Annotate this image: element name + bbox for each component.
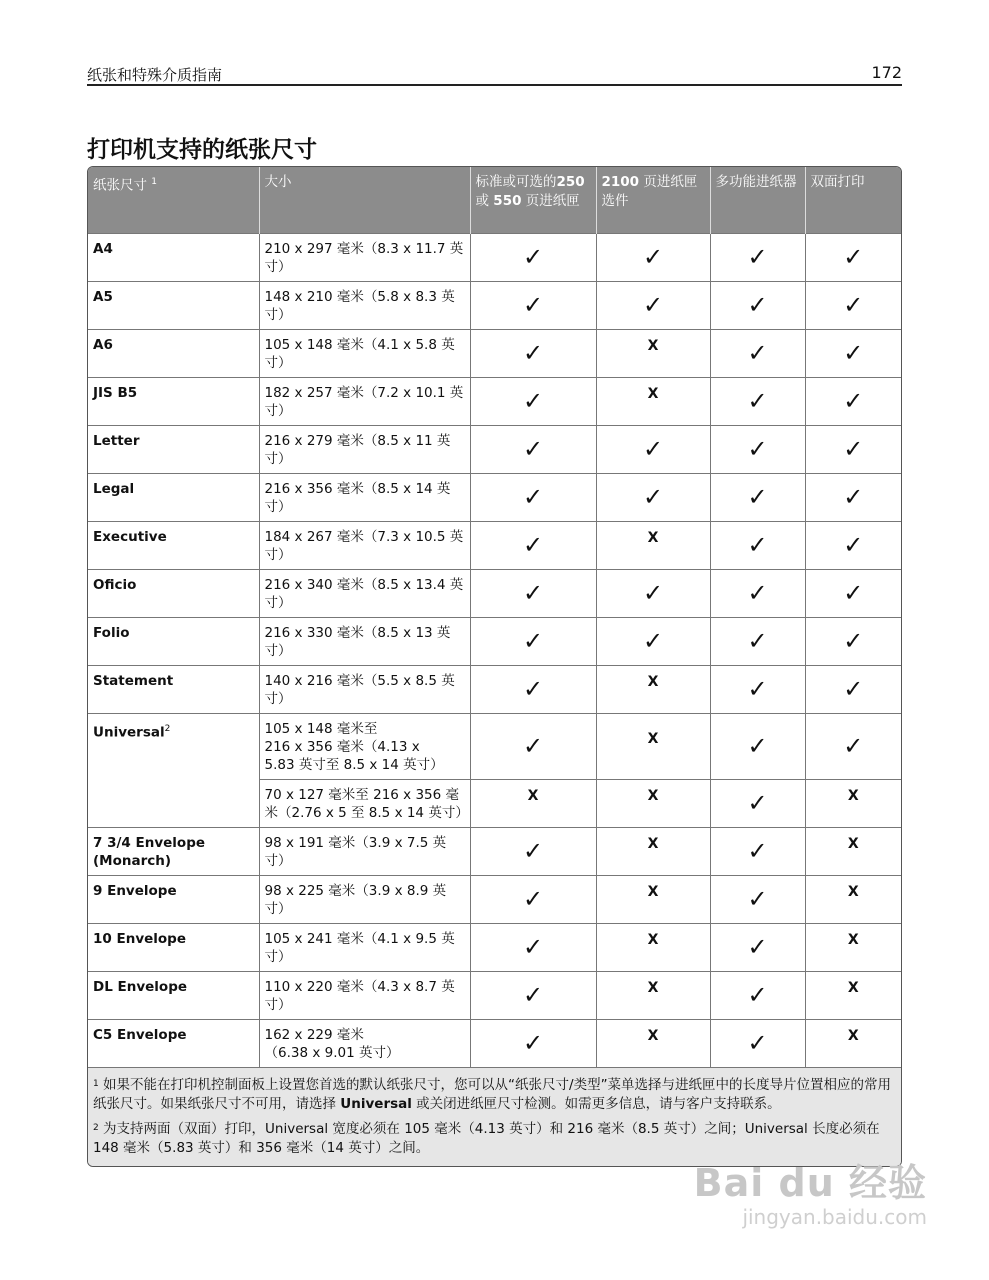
table-row xyxy=(88,570,901,618)
table-row xyxy=(88,330,901,378)
check-icon-cell xyxy=(470,876,596,924)
paper-dimensions: 98 x 191 毫米（3.9 x 7.5 英寸） xyxy=(259,828,470,876)
table-row xyxy=(88,234,901,282)
paper-name: 10 Envelope xyxy=(88,924,259,972)
paper-dimensions: 148 x 210 毫米（5.8 x 8.3 英寸） xyxy=(259,282,470,330)
check-icon-cell xyxy=(710,972,805,1020)
check-icon: ✓ xyxy=(747,981,768,1009)
check-icon: ✓ xyxy=(522,675,544,703)
watermark-url: jingyan.baidu.com xyxy=(742,1205,927,1229)
paper-dimensions: 210 x 297 毫米（8.3 x 11.7 英寸） xyxy=(259,234,470,282)
cross-mark-cell xyxy=(596,876,710,924)
check-icon: ✓ xyxy=(747,675,768,703)
cross-mark-cell xyxy=(805,1020,901,1068)
cross-icon: X xyxy=(847,979,859,996)
page-header xyxy=(87,62,902,86)
check-icon: ✓ xyxy=(843,627,864,655)
check-icon: ✓ xyxy=(642,435,664,463)
cross-mark-cell xyxy=(805,924,901,972)
check-icon-cell xyxy=(596,234,710,282)
paper-name: DL Envelope xyxy=(88,972,259,1020)
cross-mark-cell xyxy=(470,780,596,828)
check-icon-cell xyxy=(470,474,596,522)
check-icon: ✓ xyxy=(843,579,864,607)
table-row xyxy=(88,282,901,330)
check-icon-cell xyxy=(710,666,805,714)
check-icon: ✓ xyxy=(747,339,768,367)
check-icon: ✓ xyxy=(642,483,664,511)
paper-dimensions: 162 x 229 毫米 （6.38 x 9.01 英寸） xyxy=(259,1020,470,1068)
cross-icon: X xyxy=(647,979,659,996)
paper-name: A5 xyxy=(88,282,259,330)
check-icon: ✓ xyxy=(843,387,864,415)
cross-mark-cell xyxy=(596,1020,710,1068)
check-icon: ✓ xyxy=(747,435,768,463)
check-icon-cell xyxy=(596,570,710,618)
table-row xyxy=(88,522,901,570)
check-icon-cell xyxy=(710,618,805,666)
check-icon-cell xyxy=(710,876,805,924)
cross-mark-cell xyxy=(805,828,901,876)
footnote-2: $^2$ 为支持两面（双面）打印，Universal 宽度必须在 105 毫米（4.13 英寸）和 216 毫米（8.5 英寸）之间；Universal 长度必须在 148 毫米（5.83 英寸）和 356 毫米（14 英寸）之间。 xyxy=(93,1121,880,1156)
cross-icon: X xyxy=(847,931,859,948)
check-icon-cell xyxy=(470,972,596,1020)
check-icon-cell xyxy=(470,618,596,666)
check-icon-cell xyxy=(470,234,596,282)
cross-icon: X xyxy=(847,883,859,900)
cross-mark-cell xyxy=(596,378,710,426)
check-icon: ✓ xyxy=(843,732,864,760)
check-icon-cell xyxy=(470,570,596,618)
cross-mark-cell xyxy=(596,924,710,972)
check-icon-cell xyxy=(470,522,596,570)
check-icon: ✓ xyxy=(747,837,768,865)
check-icon: ✓ xyxy=(642,627,664,655)
check-icon: ✓ xyxy=(747,789,768,817)
cross-mark-cell xyxy=(805,972,901,1020)
baidu-jingyan-watermark xyxy=(694,1152,927,1229)
paper-name: Oficio xyxy=(88,570,259,618)
check-icon: ✓ xyxy=(843,483,864,511)
check-icon: ✓ xyxy=(522,837,544,865)
cross-mark-cell xyxy=(596,972,710,1020)
check-icon-cell xyxy=(710,234,805,282)
check-icon-cell xyxy=(470,666,596,714)
check-icon: ✓ xyxy=(522,291,544,319)
paper-dimensions: 216 x 330 毫米（8.5 x 13 英寸） xyxy=(259,618,470,666)
check-icon: ✓ xyxy=(642,243,664,271)
check-icon: ✓ xyxy=(843,243,864,271)
col-header-duplex: 双面打印 xyxy=(805,167,901,234)
check-icon-cell xyxy=(470,828,596,876)
check-icon-cell xyxy=(710,378,805,426)
page-title: 打印机支持的纸张尺寸 xyxy=(87,136,317,163)
check-icon: ✓ xyxy=(522,981,544,1009)
paper-dimensions: 216 x 340 毫米（8.5 x 13.4 英寸） xyxy=(259,570,470,618)
paper-dimensions: 184 x 267 毫米（7.3 x 10.5 英寸） xyxy=(259,522,470,570)
paper-dimensions: 140 x 216 毫米（5.5 x 8.5 英寸） xyxy=(259,666,470,714)
check-icon: ✓ xyxy=(843,675,864,703)
paper-dimensions: 216 x 356 毫米（8.5 x 14 英寸） xyxy=(259,474,470,522)
check-icon-cell xyxy=(710,714,805,780)
paper-dimensions: 182 x 257 毫米（7.2 x 10.1 英寸） xyxy=(259,378,470,426)
paper-dimensions: 105 x 148 毫米（4.1 x 5.8 英寸） xyxy=(259,330,470,378)
check-icon-cell xyxy=(710,924,805,972)
check-icon: ✓ xyxy=(843,291,864,319)
cross-icon: X xyxy=(647,883,659,900)
paper-name: Folio xyxy=(88,618,259,666)
check-icon-cell xyxy=(710,570,805,618)
section-title: 纸张和特殊介质指南 xyxy=(87,66,223,84)
check-icon: ✓ xyxy=(522,531,544,559)
paper-dimensions: 110 x 220 毫米（4.3 x 8.7 英寸） xyxy=(259,972,470,1020)
cross-icon: X xyxy=(647,337,659,354)
paper-name: C5 Envelope xyxy=(88,1020,259,1068)
check-icon-cell xyxy=(710,474,805,522)
table-row xyxy=(88,876,901,924)
cross-mark-cell xyxy=(805,780,901,828)
check-icon-cell xyxy=(596,282,710,330)
check-icon: ✓ xyxy=(642,579,664,607)
table-row xyxy=(88,714,901,780)
paper-name: A4 xyxy=(88,234,259,282)
check-icon-cell xyxy=(596,618,710,666)
cross-mark-cell xyxy=(596,828,710,876)
check-icon-cell xyxy=(805,714,901,780)
paper-name: 9 Envelope xyxy=(88,876,259,924)
check-icon: ✓ xyxy=(843,339,864,367)
col-header-dimensions: 大小 xyxy=(259,167,470,234)
paper-name: Legal xyxy=(88,474,259,522)
check-icon: ✓ xyxy=(843,435,864,463)
paper-name: Letter xyxy=(88,426,259,474)
check-icon: ✓ xyxy=(747,531,768,559)
check-icon: ✓ xyxy=(747,1029,768,1057)
table-row xyxy=(88,1020,901,1068)
check-icon: ✓ xyxy=(747,732,768,760)
check-icon-cell xyxy=(805,426,901,474)
footnote-1: $^1$ 如果不能在打印机控制面板上设置您首选的默认纸张尺寸，您可以从“纸张尺寸/类型”菜单选择与进纸匣中的长度导片位置相应的常用纸张尺寸。如果纸张尺寸不可用，请选择 Universal 或关闭进纸匣尺寸检测。如需更多信息，请与客户支持联系。 xyxy=(93,1077,892,1112)
page-number: 172 xyxy=(871,63,902,82)
col-header-mpf: 多功能进纸器 xyxy=(710,167,805,234)
check-icon: ✓ xyxy=(522,579,544,607)
col-header-size: 纸张尺寸 $^1$ xyxy=(88,167,259,234)
check-icon-cell xyxy=(805,330,901,378)
check-icon: ✓ xyxy=(522,483,544,511)
check-icon-cell xyxy=(470,378,596,426)
cross-icon: X xyxy=(527,787,539,804)
check-icon-cell xyxy=(470,1020,596,1068)
check-icon-cell xyxy=(805,282,901,330)
cross-icon: X xyxy=(647,673,659,690)
paper-dimensions: 70 x 127 毫米至 216 x 356 毫 米（2.76 x 5 至 8.5 x 14 英寸） xyxy=(259,780,470,828)
check-icon-cell xyxy=(470,282,596,330)
check-icon-cell xyxy=(805,666,901,714)
table-row xyxy=(88,378,901,426)
check-icon: ✓ xyxy=(522,339,544,367)
paper-name: Universal$^2$ xyxy=(88,714,259,828)
check-icon-cell xyxy=(470,426,596,474)
paper-dimensions: 98 x 225 毫米（3.9 x 8.9 英寸） xyxy=(259,876,470,924)
check-icon-cell xyxy=(470,330,596,378)
table-row xyxy=(88,618,901,666)
check-icon: ✓ xyxy=(522,387,544,415)
cross-mark-cell xyxy=(596,522,710,570)
check-icon-cell xyxy=(710,780,805,828)
cross-icon: X xyxy=(847,787,859,804)
check-icon-cell xyxy=(805,378,901,426)
check-icon: ✓ xyxy=(843,531,864,559)
check-icon: ✓ xyxy=(747,885,768,913)
table-row xyxy=(88,666,901,714)
check-icon: ✓ xyxy=(522,885,544,913)
check-icon-cell xyxy=(805,618,901,666)
paper-name: A6 xyxy=(88,330,259,378)
paper-size-table xyxy=(87,166,902,1167)
check-icon-cell xyxy=(710,426,805,474)
check-icon: ✓ xyxy=(747,483,768,511)
cross-icon: X xyxy=(647,529,659,546)
check-icon-cell xyxy=(805,234,901,282)
check-icon-cell xyxy=(596,426,710,474)
cross-mark-cell xyxy=(596,780,710,828)
cross-mark-cell xyxy=(596,666,710,714)
check-icon-cell xyxy=(470,924,596,972)
table-row xyxy=(88,426,901,474)
check-icon-cell xyxy=(710,282,805,330)
cross-mark-cell xyxy=(596,714,710,780)
check-icon-cell xyxy=(805,474,901,522)
check-icon: ✓ xyxy=(522,435,544,463)
check-icon-cell xyxy=(710,522,805,570)
paper-name: JIS B5 xyxy=(88,378,259,426)
table-row xyxy=(88,828,901,876)
check-icon: ✓ xyxy=(747,933,768,961)
paper-dimensions: 105 x 241 毫米（4.1 x 9.5 英寸） xyxy=(259,924,470,972)
cross-icon: X xyxy=(647,931,659,948)
paper-dimensions: 105 x 148 毫米至 216 x 356 毫米（4.13 x 5.83 英寸至 8.5 x 14 英寸） xyxy=(259,714,470,780)
check-icon-cell xyxy=(710,330,805,378)
check-icon-cell xyxy=(710,1020,805,1068)
check-icon: ✓ xyxy=(747,579,768,607)
paper-name: 7 3/4 Envelope (Monarch) xyxy=(88,828,259,876)
check-icon: ✓ xyxy=(522,1029,544,1057)
cross-icon: X xyxy=(647,1027,659,1044)
check-icon: ✓ xyxy=(747,387,768,415)
cross-icon: X xyxy=(647,835,659,852)
check-icon: ✓ xyxy=(747,291,768,319)
check-icon-cell xyxy=(596,474,710,522)
check-icon: ✓ xyxy=(522,732,544,760)
check-icon-cell xyxy=(805,522,901,570)
cross-mark-cell xyxy=(805,876,901,924)
cross-icon: X xyxy=(647,787,659,804)
check-icon: ✓ xyxy=(747,243,768,271)
table-row xyxy=(88,972,901,1020)
cross-icon: X xyxy=(647,385,659,402)
check-icon-cell xyxy=(805,570,901,618)
cross-icon: X xyxy=(847,1027,859,1044)
table-header-row xyxy=(88,167,901,234)
check-icon: ✓ xyxy=(642,291,664,319)
col-header-2100-tray: 2100 页进纸匣选件 xyxy=(596,167,710,234)
paper-dimensions: 216 x 279 毫米（8.5 x 11 英寸） xyxy=(259,426,470,474)
check-icon: ✓ xyxy=(522,627,544,655)
paper-name: Statement xyxy=(88,666,259,714)
table-row xyxy=(88,474,901,522)
cross-mark-cell xyxy=(596,330,710,378)
cross-icon: X xyxy=(647,730,659,747)
check-icon: ✓ xyxy=(522,933,544,961)
paper-name: Executive xyxy=(88,522,259,570)
check-icon: ✓ xyxy=(522,243,544,271)
check-icon-cell xyxy=(710,828,805,876)
check-icon: ✓ xyxy=(747,627,768,655)
table-row xyxy=(88,924,901,972)
cross-icon: X xyxy=(847,835,859,852)
watermark-brand: Bai du 经验 xyxy=(693,1161,927,1205)
col-header-standard-tray: 标准或可选的250 或 550 页进纸匣 xyxy=(470,167,596,234)
check-icon-cell xyxy=(470,714,596,780)
